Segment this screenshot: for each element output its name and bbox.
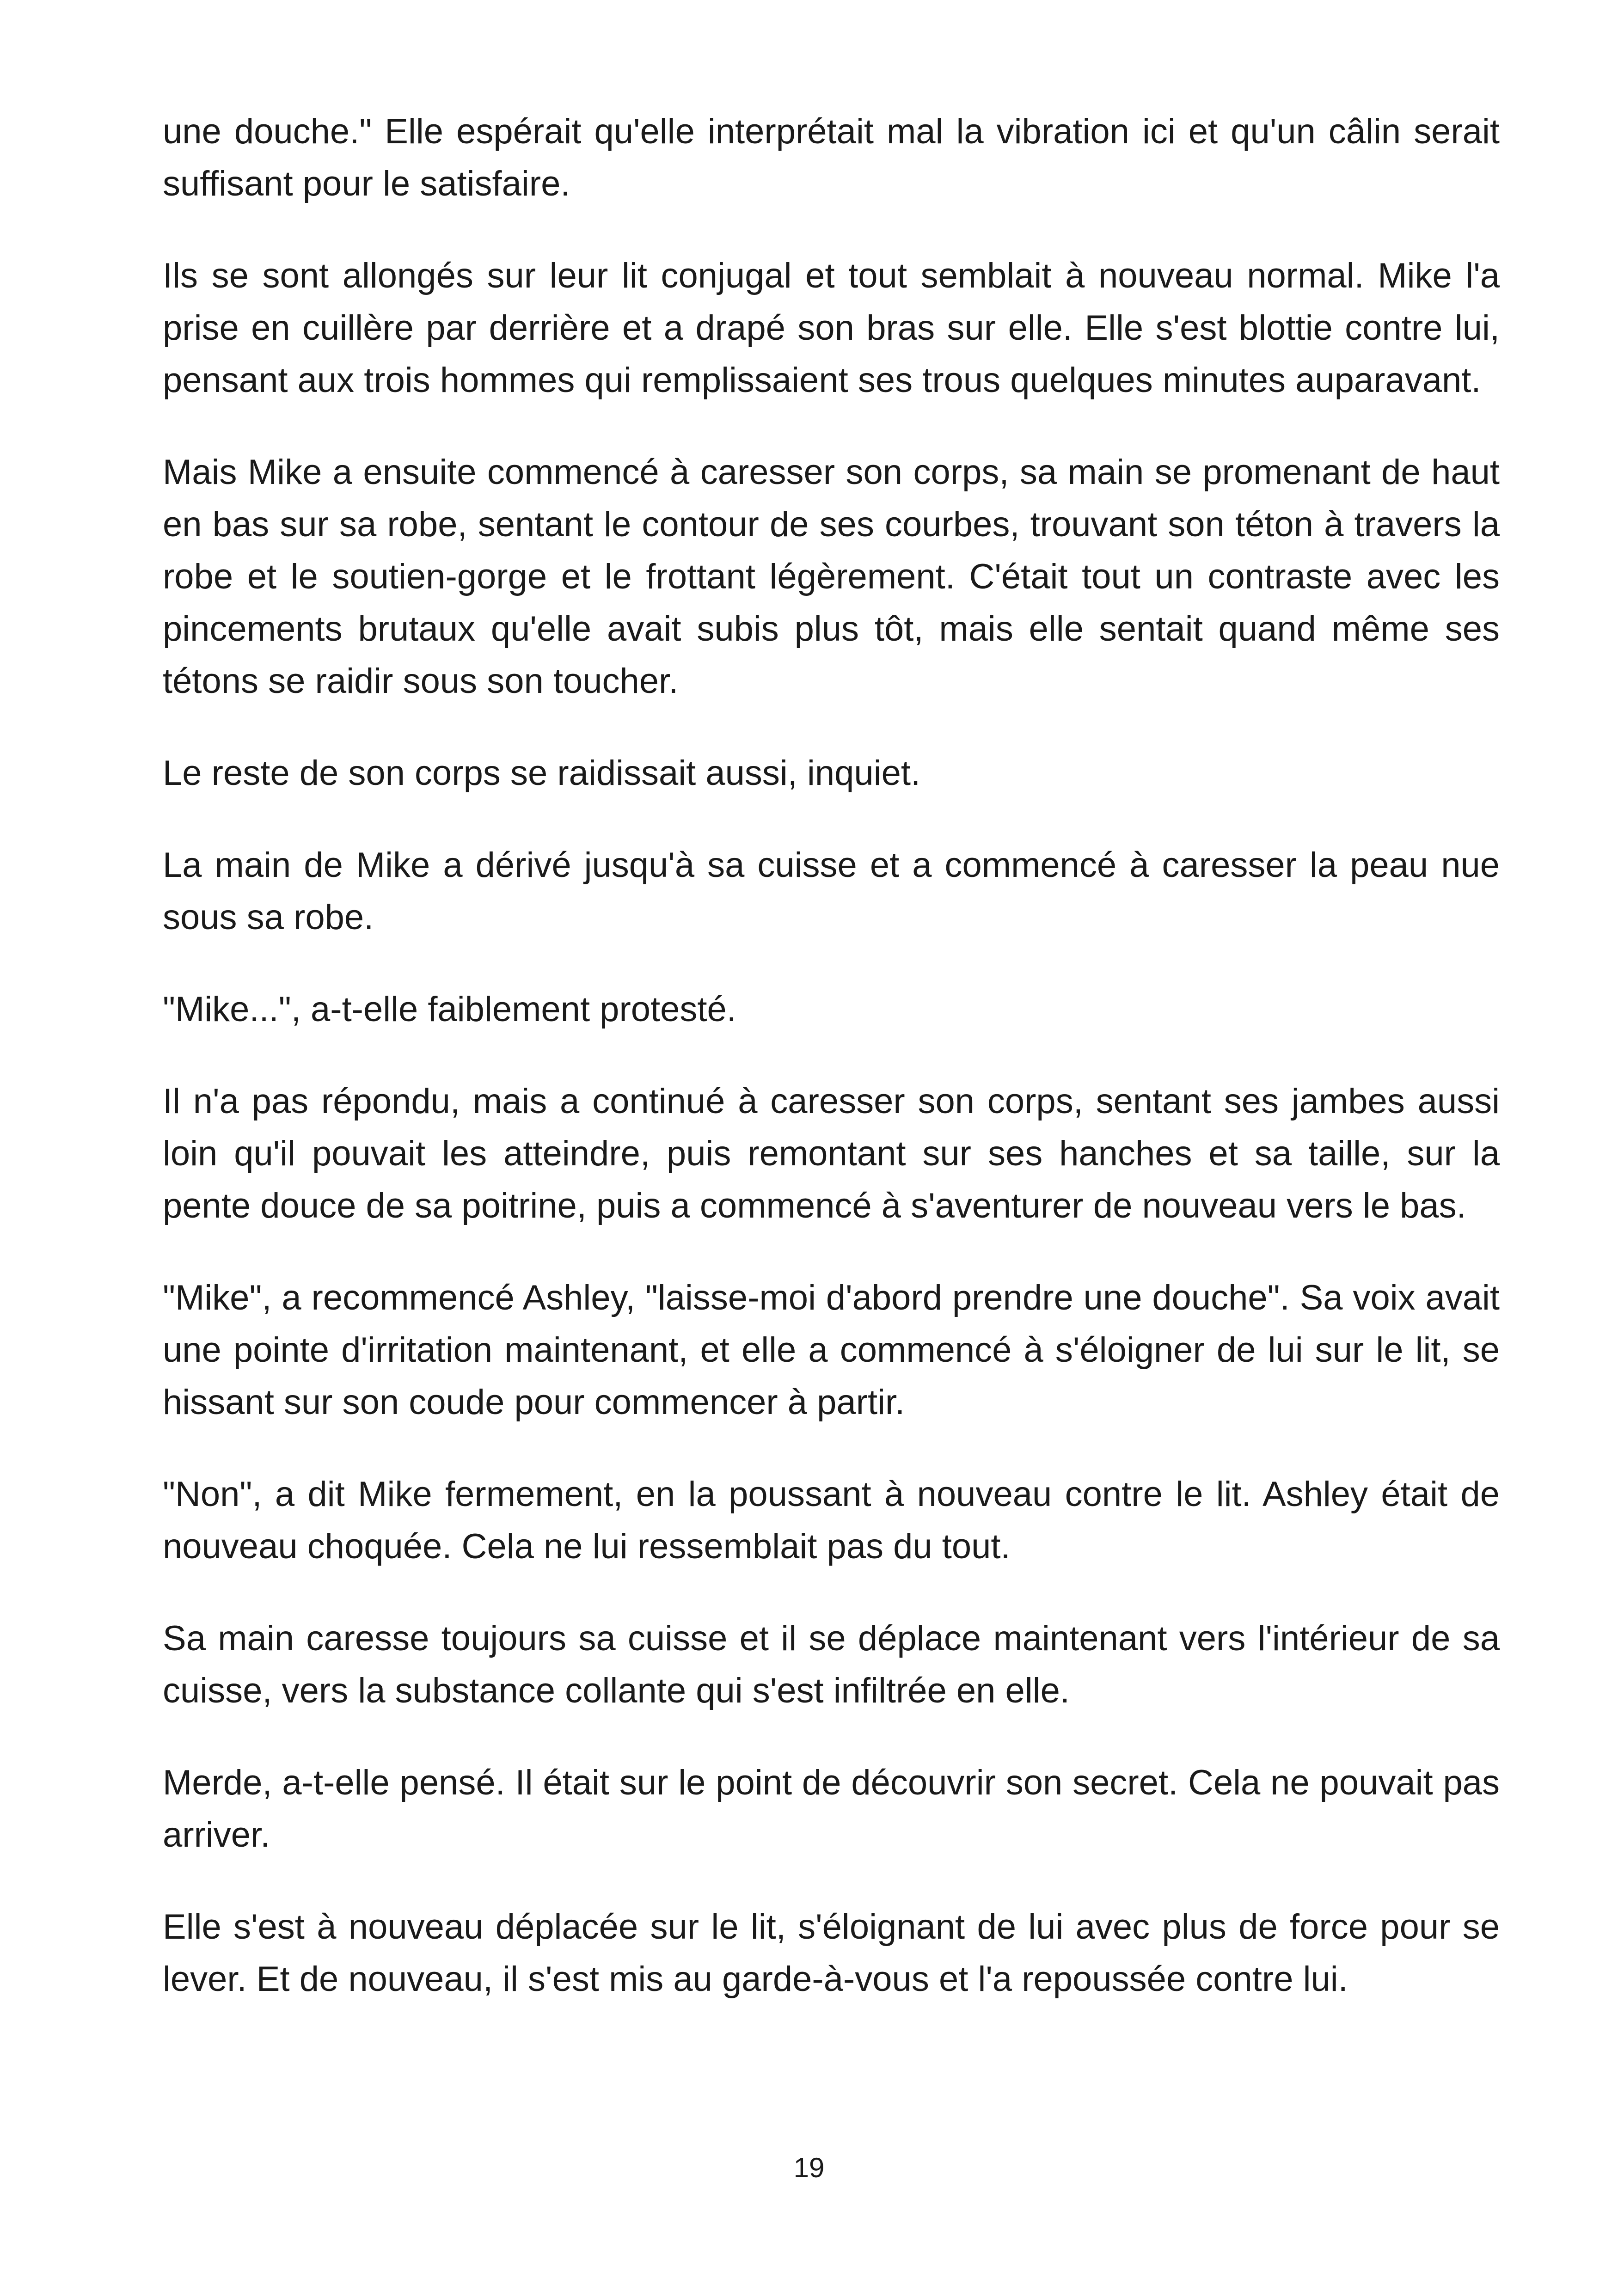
paragraph: La main de Mike a dérivé jusqu'à sa cuisse et a commencé à caresser la peau nue sous sa robe. bbox=[163, 845, 1500, 937]
paragraph: "Mike", a recommencé Ashley, "laisse-moi d'abord prendre une douche". Sa voix avait une pointe d'irritation maintenant, et elle a commencé à s'éloigner de lui sur le lit, se hissant sur son coude pour commencer à partir. bbox=[163, 1278, 1500, 1422]
paragraph: Il n'a pas répondu, mais a continué à caresser son corps, sentant ses jambes aussi loin qu'il pouvait les atteindre, puis remontant sur ses hanches et sa taille, sur la pente douce de sa poitrine, puis a commencé à s'aventurer de nouveau vers le bas. bbox=[163, 1082, 1500, 1225]
paragraph: Ils se sont allongés sur leur lit conjugal et tout semblait à nouveau normal. Mike l'a prise en cuillère par derrière et a drapé son bras sur elle. Elle s'est blottie contre lui, pensant aux trois hommes qui remplissaient ses trous quelques minutes auparavant. bbox=[163, 256, 1500, 400]
paragraph: Merde, a-t-elle pensé. Il était sur le point de découvrir son secret. Cela ne pouvait pas arriver. bbox=[163, 1763, 1500, 1855]
paragraph: Sa main caresse toujours sa cuisse et il se déplace maintenant vers l'intérieur de sa cuisse, vers la substance collante qui s'est infiltrée en elle. bbox=[163, 1619, 1500, 1710]
body-text bbox=[163, 105, 1500, 2045]
paragraph: Elle s'est à nouveau déplacée sur le lit, s'éloignant de lui avec plus de force pour se lever. Et de nouveau, il s'est mis au garde-à-vous et l'a repoussée contre lui. bbox=[163, 1907, 1500, 1999]
page-number: 19 bbox=[793, 2152, 825, 2183]
paragraph: "Non", a dit Mike fermement, en la poussant à nouveau contre le lit. Ashley était de nouveau choquée. Cela ne lui ressemblait pas du tout. bbox=[163, 1475, 1500, 1566]
paragraph: Le reste de son corps se raidissait aussi, inquiet. bbox=[163, 753, 921, 793]
paragraph: une douche." Elle espérait qu'elle interprétait mal la vibration ici et qu'un câlin serait suffisant pour le satisfaire. bbox=[163, 112, 1500, 203]
paragraph: Mais Mike a ensuite commencé à caresser son corps, sa main se promenant de haut en bas sur sa robe, sentant le contour de ses courbes, trouvant son téton à travers la robe et le soutien-gorge et le frottant légèrement. C'était tout un contraste avec les pincements brutaux qu'elle avait subis plus tôt, mais elle sentait quand même ses tétons se raidir sous son toucher. bbox=[163, 453, 1500, 701]
paragraph: "Mike...", a-t-elle faiblement protesté. bbox=[163, 990, 736, 1029]
